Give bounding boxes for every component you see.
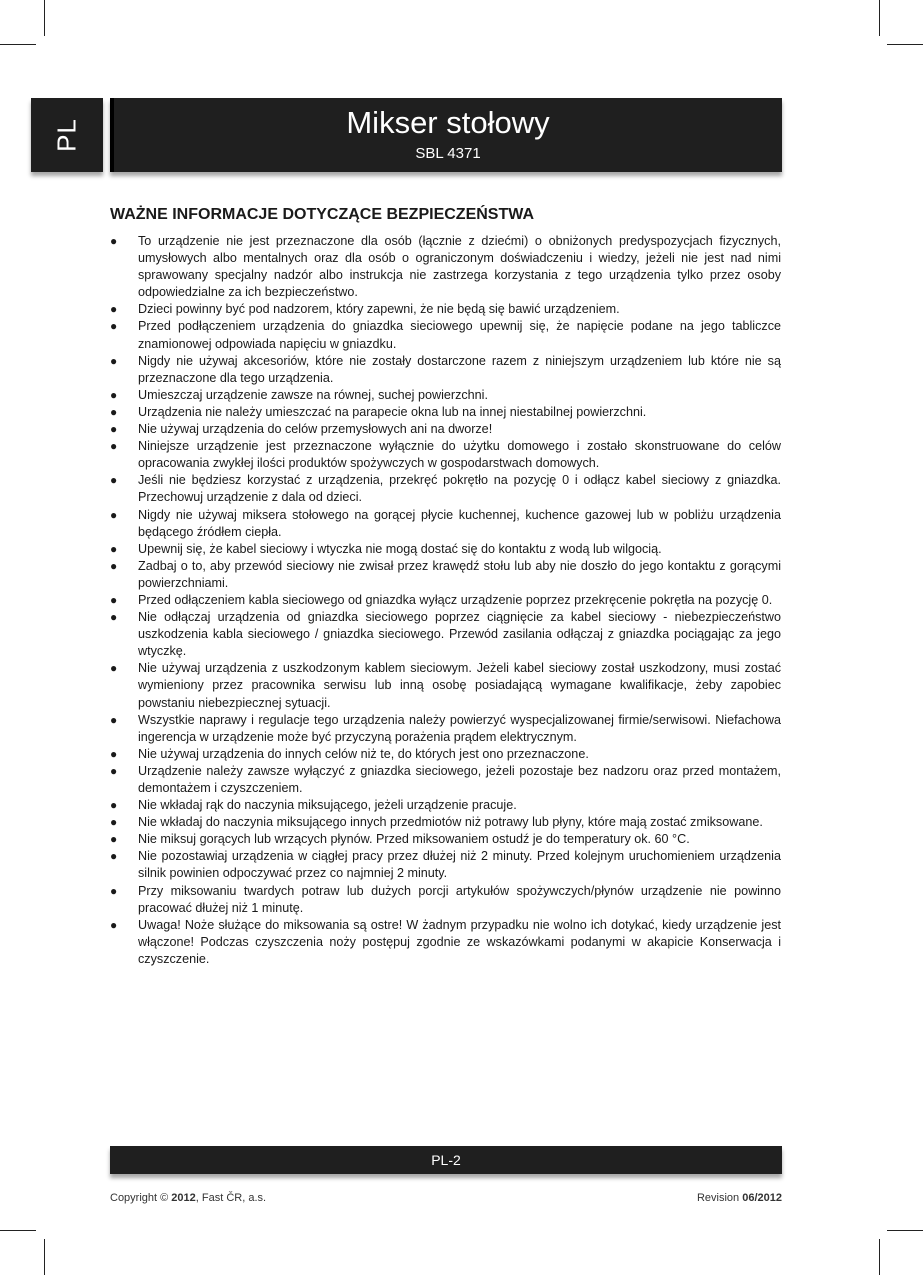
page-number-bar [110,1146,782,1174]
list-item [110,592,781,609]
bullet-icon: ● [110,917,118,932]
revision-value: 06/2012 [742,1192,782,1204]
bullet-icon: ● [110,439,118,454]
copyright [110,1192,266,1204]
list-item-text: Nie używaj urządzenia z uszkodzonym kablem sieciowym. Jeżeli kabel sieciowy został uszkodzony, musi zostać wymieniony przez pracownika serwisu lub inną osobę posiadającą wymagane kwalifikacje, żeby zapobiec powstaniu niebezpiecznej sytuacji. [138,661,781,710]
list-item [110,558,781,592]
copyright-company: , Fast ČR, a.s. [195,1192,267,1204]
safety-section [110,206,781,968]
bullet-icon: ● [110,387,118,402]
list-item-text: Przy miksowaniu twardych potraw lub dużych porcji artykułów spożywczych/płynów urządzenie nie powinno pracować dłużej niż 1 minutę. [138,883,781,915]
list-item [110,387,781,404]
crop-mark [0,44,36,45]
bullet-icon: ● [110,541,118,556]
list-item-text: Nie wkładaj rąk do naczynia miksującego, jeżeli urządzenie pracuje. [138,798,517,813]
list-item [110,797,781,814]
list-item [110,848,781,882]
list-item [110,507,781,541]
bullet-icon: ● [110,849,118,864]
title-bar [110,98,782,172]
crop-mark [887,44,923,45]
list-item [110,301,781,318]
revision-prefix: Revision [696,1192,743,1204]
bullet-icon: ● [110,422,118,437]
list-item-text: Nie używaj urządzenia do innych celów niż te, do których jest ono przeznaczone. [138,746,589,761]
list-item [110,712,781,746]
bullet-icon: ● [110,302,118,317]
list-item [110,541,781,558]
list-item-text: Nie odłączaj urządzenia od gniazdka sieciowego poprzez ciągnięcie za kabel sieciowy - niebezpieczeństwo uszkodzenia kabla sieciowego / gniazdka sieciowego. Przewód zasilania odłączaj z gniazdka pociągając za jego wtyczkę. [138,610,781,659]
list-item-text: Upewnij się, że kabel sieciowy i wtyczka nie mogą dostać się do kontaktu z wodą lub wilgocią. [138,541,662,556]
bullet-icon: ● [110,319,118,334]
list-item [110,746,781,763]
list-item [110,233,781,301]
bullet-icon: ● [110,661,118,676]
bullet-icon: ● [110,507,118,522]
bullet-icon: ● [110,558,118,573]
bullet-icon: ● [110,832,118,847]
list-item [110,883,781,917]
list-item-text: Urządzenie należy zawsze wyłączyć z gniazdka sieciowego, jeżeli pozostaje bez nadzoru oraz przed montażem, demontażem i czyszczeniem. [138,763,781,795]
bullet-icon: ● [110,712,118,727]
list-item-text: Przed odłączeniem kabla sieciowego od gniazdka wyłącz urządzenie poprzez przekręcenie pokrętła na pozycję 0. [138,592,773,607]
list-item-text: Nie pozostawiaj urządzenia w ciągłej pracy przez dłużej niż 2 minuty. Przed kolejnym uruchomieniem urządzenia silnik powinien odpoczywać przez co najmniej 2 minuty. [138,849,781,881]
copyright-prefix: Copyright © [110,1192,172,1204]
list-item [110,438,781,472]
bullet-icon: ● [110,404,118,419]
list-item [110,609,781,660]
safety-list [110,233,781,968]
list-item-text: Nigdy nie używaj miksera stołowego na gorącej płycie kuchennej, kuchence gazowej lub w pobliżu urządzenia będącego źródłem ciepła. [138,507,781,539]
language-label: PL [51,118,82,152]
list-item-text: Wszystkie naprawy i regulacje tego urządzenia należy powierzyć wyspecjalizowanej firmie/serwisowi. Niefachowa ingerencja w urządzenie może być przyczyną porażenia prądem elektrycznym. [138,712,781,744]
list-item-text: Nigdy nie używaj akcesoriów, które nie zostały dostarczone razem z niniejszym urządzeniem lub które nie są przeznaczone dla tego urządzenia. [138,353,781,385]
model-number: SBL 4371 [415,145,481,162]
list-item [110,814,781,831]
bullet-icon: ● [110,798,118,813]
list-item [110,472,781,506]
bullet-icon: ● [110,610,118,625]
list-item-text: Umieszczaj urządzenie zawsze na równej, suchej powierzchni. [138,387,488,402]
list-item [110,660,781,711]
copyright-year: 2012 [171,1192,196,1204]
list-item-text: Przed podłączeniem urządzenia do gniazdka sieciowego upewnij się, że napięcie podane na jego tabliczce znamionowej odpowiada napięciu w gniazdku. [138,319,781,351]
bullet-icon: ● [110,883,118,898]
bullet-icon: ● [110,234,118,248]
bullet-icon: ● [110,592,118,607]
list-item-text: Nie wkładaj do naczynia miksującego innych przedmiotów niż potrawy lub płyny, które mają zostać zmiksowane. [138,815,763,830]
list-item [110,421,781,438]
crop-mark [879,0,880,36]
list-item [110,353,781,387]
language-tab [31,98,103,172]
list-item-text: Zadbaj o to, aby przewód sieciowy nie zwisał przez krawędź stołu lub aby nie doszło do jego kontaktu z gorącymi powierzchniami. [138,558,781,590]
revision [697,1192,782,1204]
page-number: PL-2 [431,1152,461,1168]
list-item-text: To urządzenie nie jest przeznaczone dla osób (łącznie z dziećmi) o obniżonych predyspozycjach fizycznych, umysłowych albo mentalnych oraz dla osób o ograniczonym doświadczeniu i wiedzy, jeżeli nie jest nad nimi sprawowany specjalny nadzór albo instrukcja nie zastrzega korzystania z tego urządzenia tylko przez osoby odpowiedzialne za ich bezpieczeństwo. [138,234,781,300]
list-item [110,404,781,421]
list-item-text: Jeśli nie będziesz korzystać z urządzenia, przekręć pokrętło na pozycję 0 i odłącz kabel sieciowy z gniazdka. Przechowuj urządzenie z dala od dzieci. [138,473,781,505]
bullet-icon: ● [110,746,118,761]
list-item-text: Nie miksuj gorących lub wrzących płynów. Przed miksowaniem ostudź je do temperatury ok. 60 °C. [138,832,690,847]
list-item [110,318,781,352]
crop-mark [44,1239,45,1275]
list-item-text: Urządzenia nie należy umieszczać na parapecie okna lub na innej niestabilnej powierzchni. [138,404,647,419]
list-item-text: Uwaga! Noże służące do miksowania są ostre! W żadnym przypadku nie wolno ich dotykać, kiedy urządzenie jest włączone! Podczas czyszczenia noży postępuj zgodnie ze wskazówkami podanymi w akapicie Konserwacja i czyszczenie. [138,917,781,966]
list-item-text: Dzieci powinny być pod nadzorem, który zapewni, że nie będą się bawić urządzeniem. [138,302,620,317]
list-item [110,763,781,797]
crop-mark [44,0,45,36]
page-title: Mikser stołowy [346,105,550,140]
list-item [110,917,781,968]
bullet-icon: ● [110,763,118,778]
crop-mark [879,1239,880,1275]
bullet-icon: ● [110,815,118,830]
list-item [110,831,781,848]
crop-mark [887,1230,923,1231]
list-item-text: Niniejsze urządzenie jest przeznaczone wyłącznie do użytku domowego i zostało skonstruowane do celów opracowania zwykłej ilości produktów spożywczych w gospodarstwach domowych. [138,439,781,471]
crop-mark [0,1230,36,1231]
bullet-icon: ● [110,353,118,368]
list-item-text: Nie używaj urządzenia do celów przemysłowych ani na dworze! [138,422,493,437]
section-heading: WAŻNE INFORMACJE DOTYCZĄCE BEZPIECZEŃSTWA [110,206,535,223]
bullet-icon: ● [110,473,118,488]
